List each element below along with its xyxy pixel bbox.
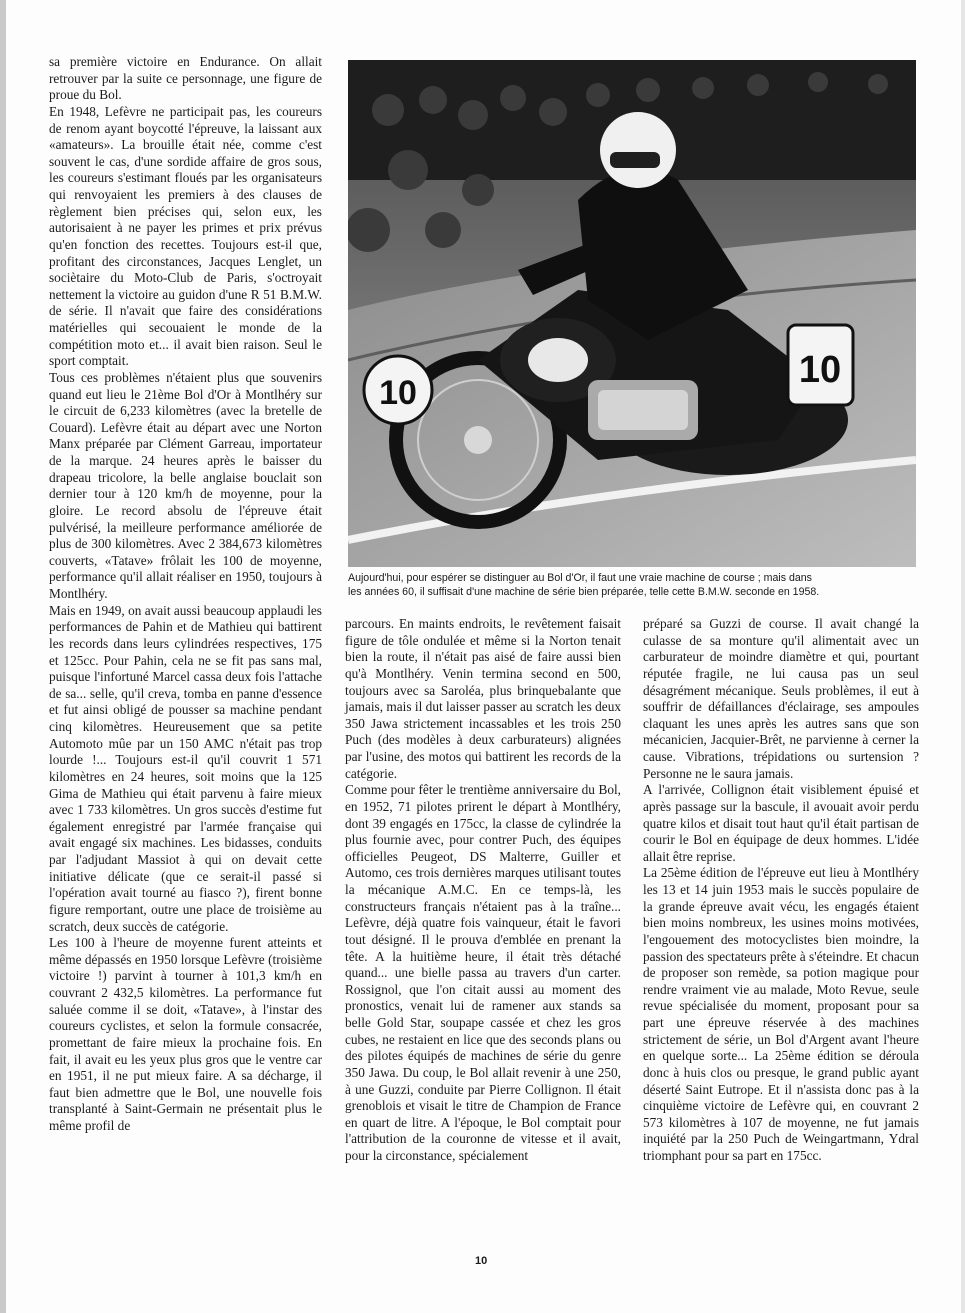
paragraph: Tous ces problèmes n'étaient plus que souvenirs quand eut lieu le 21ème Bol d'Or à Montlhéry sur le circuit de 6,233 kilomètres (avec la bretelle de Couard). Lefèvre était au départ avec une Norton Manx préparée par Clément Garreau, importateur de la marque. 24 heures après le baisser du drapeau tricolore, la belle anglaise bouclait son dernier tour à 120 km/h de moyenne, pour la gloire. Le record absolu de l'épreuve était pulvérisé, la meilleure performance améliorée de plus de 300 kilomètres. Avec 2 384,673 kilomètres couverts, «Tatave» frôlait les 100 de moyenne, performance qu'il allait réaliser en 1950, toujours à Montlhéry. <box>49 369 322 601</box>
paragraph: A l'arrivée, Collignon était visiblement épuisé et après passage sur la bascule, il avouait avoir perdu quatre kilos et disait tout haut qu'il était partisan de courir le Bol en équipage de deux hommes. L'idée allait être reprise. <box>643 782 919 864</box>
bike-number-right: 10 <box>798 349 842 391</box>
paragraph: Les 100 à l'heure de moyenne furent atteints et même dépassés en 1950 lorsque Lefèvre (troisième victoire !) parvint à tourner à 101,3 km/h en couvrant 2 432,5 kilomètres. La performance fut saluée comme il se doit, «Tatave», à l'instar des coureurs cyclistes, et selon la formule consacrée, promettant de faire mieux la prochaine fois. En fait, il avait eu les yeux plus gros que le ventre car en 1951, il ne put mieux faire. A sa décharge, il faut bien admettre que le Bol, une nouvelle fois transplanté à Saint-Germain ne présentait plus le même profil de <box>49 935 322 1133</box>
paragraph: La 25ème édition de l'épreuve eut lieu à Montlhéry les 13 et 14 juin 1953 mais le succès populaire de la grande épreuve avait vécu, les engagés étaient bien moins nombreux, les usines moins motivées, l'engouement des motocyclistes bien moindre, la passion des spectateurs prête à s'éteindre. Et chacun de proposer son remède, sa potion magique pour rendre vraiment vie au malade, Moto Revue, seule revue spécialisée du moment, proposant pour sa part une épreuve réservée à des machines strictement de série, un Bol d'Argent avant l'heure en quelque sorte... La 25ème édition se déroula donc à huis clos ou presque, le grand public ayant déserté Saint Eutrope. Et il n'assista donc pas à la cinquième victoire de Lefèvre qui, en couvrant 2 573 kilomètres à 107 de moyenne, ne fut jamais inquiété par la 250 Puch de Weingartmann, Ydral triomphant pour sa part en 175cc. <box>643 865 919 1163</box>
paragraph: sa première victoire en Endurance. On allait retrouver par la suite ce personnage, une figure de proue du Bol. <box>49 54 322 103</box>
paragraph: parcours. En maints endroits, le revêtement faisait figure de tôle ondulée et même si la Norton tenait bien la route, il n'était pas aisé de faire aussi bien qu'à Montlhéry. Venin termina second en 500, toujours avec sa Saroléa, plus brinquebalante que jamais, mais il dut laisser passer au scratch les deux 350 Jawa strictement incassables et les trois 250 Puch (des modèles à deux carburateurs) alignées par l'usine, des motos qui battirent les records de la catégorie. <box>345 616 621 781</box>
column-right <box>643 616 919 1165</box>
caption-line: les années 60, il suffisait d'une machine de série bien préparée, telle cette B.M.W. seconde en 1958. <box>348 586 820 598</box>
motorcycle-photo <box>348 60 916 567</box>
caption-line: Aujourd'hui, pour espérer se distinguer au Bol d'Or, il faut une vraie machine de course ; mais dans <box>348 572 812 584</box>
paragraph: En 1948, Lefèvre ne participait pas, les coureurs de renom ayant boycotté l'épreuve, la laissant aux «amateurs». La brouille était née, comme c'est souvent le cas, d'une sordide affaire de gros sous, les coureurs s'estimant floués par les organisateurs qui renvoyaient les premiers à des clauses de règlement bien précises qui, selon eux, les autorisaient à ne payer les primes et prix prévus qu'en fonction des recettes. Toujours est-il que, profitant des circonstances, Jacques Lenglet, un sociètaire du Moto-Club de Paris, s'octroyait nettement la victoire au guidon d'une R 51 B.M.W. de série. Il n'avait que faire des considérations matérielles qui secouaient le monde de la compétition moto et... il avait bien raison. Seul le sport comptait. <box>49 103 322 369</box>
paragraph: Mais en 1949, on avait aussi beaucoup applaudi les performances de Pahin et de Mathieu qui battirent les records dans leurs cylindrées respectives, 175 et 125cc. Pour Pahin, cela ne se fit pas sans mal, puisque l'infortuné Marcel cassa deux fois l'attache de sa... selle, qu'il creva, tomba en panne d'essence et fut ainsi obligé de pousser sa machine pendant cinq kilomètres. Heureusement que sa petite Automoto mûe par un 150 AMC n'était pas trop lourde !... Toujours est-il qu'il couvrit 1 571 kilomètres en 24 heures, soit moins que la 125 Gima de Mathieu qui était parvenu à faire mieux avec 1 733 kilomètres. Un gros succès d'estime fut également enregistré par l'armée française qui avait engagé six machines. Les bidasses, conduits par l'adjudant Massiot à qui on devait cette initiative délicate (que ce serait-il passé si l'opération avait tourné au fiasco ?), firent bonne figure remportant, outre une place de troisième au scratch, deux succès de catégorie. <box>49 602 322 934</box>
column-left <box>49 54 322 1135</box>
page-edge <box>0 0 6 1313</box>
paragraph: préparé sa Guzzi de course. Il avait changé la culasse de sa monture qu'il alimentait avec un carburateur de moindre diamètre et qui, pourtant réputée fragile, ne lui causa pas un seul désagrément mécanique. Seuls problèmes, il eut à souffrir de défaillances d'éclairage, ses ampoules claquant les unes après les autres sans que son mécanicien, Jacquier-Brêt, ne parvienne à cerner la cause. Vibrations, trépidations ou surtension ? Personne ne le saura jamais. <box>643 616 919 781</box>
bike-number-left: 10 <box>379 374 417 412</box>
photo-caption <box>348 571 923 599</box>
column-middle <box>345 616 621 1165</box>
paragraph: Comme pour fêter le trentième anniversaire du Bol, en 1952, 71 pilotes prirent le départ à Montlhéry, dont 39 engagés en 175cc, la classe de cylindrée la plus fournie avec, pour contrer Puch, des équipes officielles Peugeot, DS Malterre, Guiller et Automo, ces trois dernières marques utilisant toutes la mécanique A.M.C. En ce temps-là, les constructeurs français n'étaient pas à la traîne... Lefèvre, déjà quatre fois vainqueur, était le favori tout désigné. Il le prouva d'emblée en prenant la tête. A la huitième heure, il était très détaché quand... une bielle passa au travers d'un carter. Rossignol, que l'on citait aussi au moment des pronostics, venait lui de ramener aux stands sa belle Gold Star, soupape cassée et chez les gros cubes, ne restaient en lice que des seconds plans ou des pilotes équipés de machines de série du genre 350 Jawa. Du coup, le Bol allait revenir à une 250, à une Guzzi, conduite par Pierre Collignon. Il était grenoblois et visait le titre de Champion de France en quart de litre. A l'époque, le Bol comptait pour l'attribution de la couronne de vitesse et il avait, pour la circonstance, spécialement <box>345 782 621 1163</box>
page-number: 10 <box>475 1255 488 1267</box>
page-edge-right <box>961 0 965 1313</box>
